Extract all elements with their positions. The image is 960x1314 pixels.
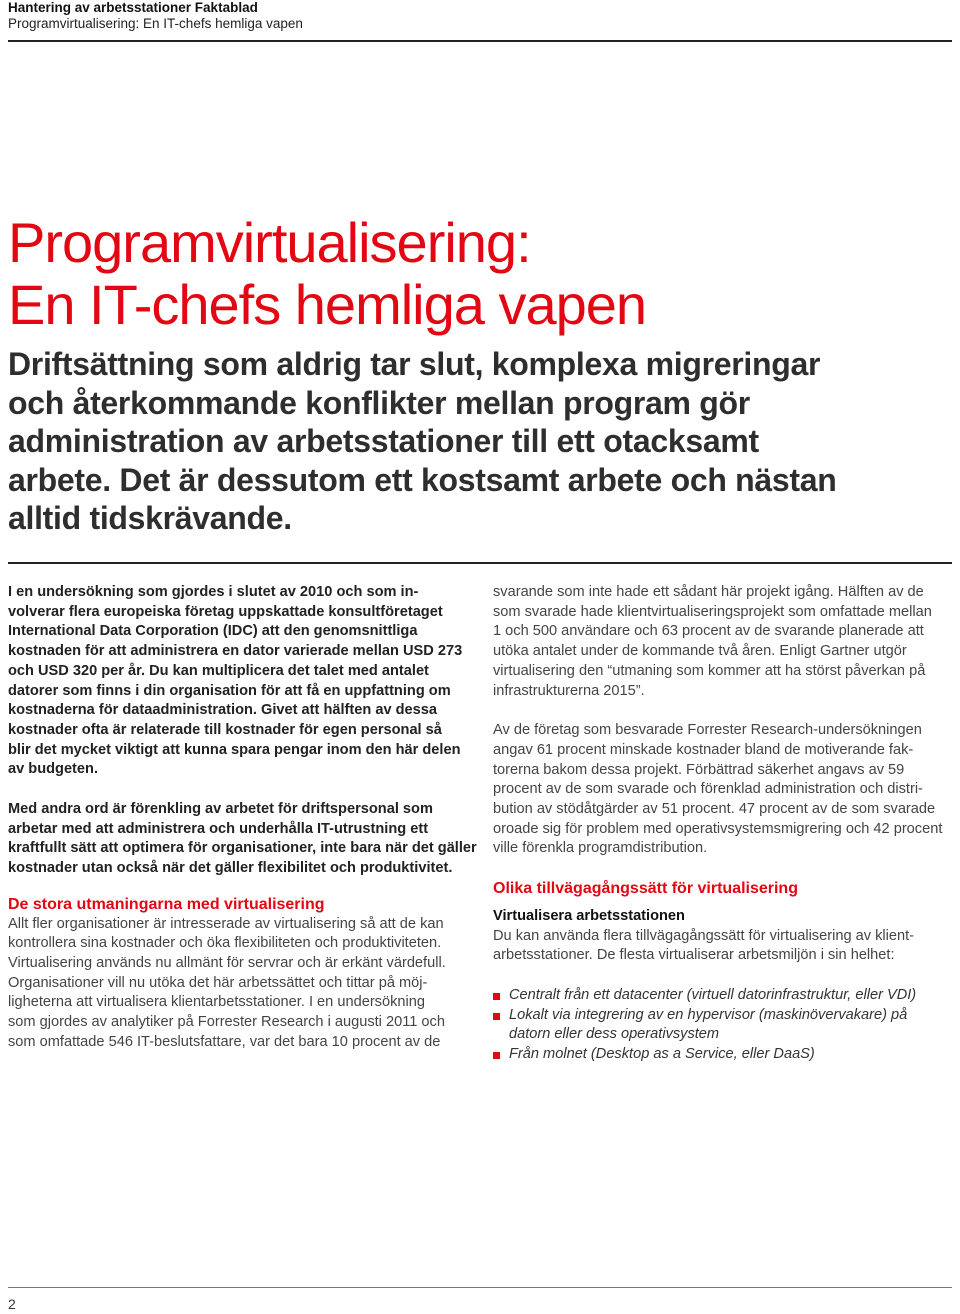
text-line: Virtualisering används nu allmänt för servrar och är erkänt värdefull. — [8, 954, 446, 971]
page-title-line: En IT-chefs hemliga vapen — [8, 273, 647, 336]
challenges-paragraph — [8, 915, 470, 1053]
spacer — [493, 859, 953, 879]
text-line: kostnader ofta är relaterade till kostnader för egen personal så — [8, 721, 442, 738]
bullet-square-icon — [493, 993, 500, 1000]
list-item — [493, 986, 953, 1006]
text-line: som gjordes av analytiker på Forrester Research i augusti 2011 och — [8, 1014, 445, 1031]
text-line: Organisationer vill nu utöka det här arbetssättet och tittar på möj- — [8, 974, 428, 991]
text-line: Allt fler organisationer är intresserade av virtualisering så att de kan — [8, 915, 444, 932]
text-line: av budgeten. — [8, 761, 99, 778]
text-line: Centralt från ett datacenter (virtuell datorinfrastruktur, eller VDI) — [509, 986, 917, 1003]
spacer — [493, 899, 953, 907]
lead-line: Driftsättning som aldrig tar slut, komplexa migreringar — [8, 346, 821, 382]
list-item — [493, 1045, 953, 1065]
list-item — [493, 1006, 953, 1045]
text-line: och USD 320 per år. Du kan multiplicera det talet med antalet — [8, 662, 429, 679]
text-line: infrastrukturerna 2015”. — [493, 682, 645, 699]
text-line: datorn eller dess operativsystem — [509, 1026, 720, 1043]
text-line: Från molnet (Desktop as a Service, eller DaaS) — [509, 1046, 815, 1063]
text-line: bution av stödåtgärder av 51 procent. 47 procent av de som svarade — [493, 801, 936, 818]
page-title-line: Programvirtualisering: — [8, 211, 531, 274]
text-line: kostnader utan också när det gäller flexibilitet och produktivitet. — [8, 860, 453, 877]
document-header-subtitle: Programvirtualisering: En IT-chefs hemliga vapen — [8, 16, 303, 31]
text-line: som svarade hade klientvirtualiseringsprojekt som omfattade mellan — [493, 603, 932, 620]
section-divider — [8, 562, 952, 564]
lead-paragraph — [8, 345, 948, 538]
intro-paragraph — [8, 583, 470, 780]
text-line: International Data Corporation (IDC) att den genomsnittliga — [8, 623, 418, 640]
text-line: kostnaden för att administrera en dator varierade mellan USD 273 — [8, 643, 463, 660]
approaches-paragraph — [493, 927, 953, 966]
text-line: kostnaderna för dataadministration. Givet att hälften av dessa — [8, 702, 438, 719]
spacer — [493, 701, 953, 721]
text-line: torerna bakom dessa projekt. Förbättrad säkerhet angavs av 59 — [493, 761, 905, 778]
lead-line: arbete. Det är dessutom ett kostsamt arbete och nästan — [8, 461, 837, 498]
subsection-heading: Virtualisera arbetsstationen — [493, 907, 685, 924]
text-line: Lokalt via integrering av en hypervisor (maskinövervakare) på — [509, 1006, 908, 1023]
header-divider — [8, 40, 952, 42]
text-line: Av de företag som besvarade Forrester Research-undersökningen — [493, 722, 922, 739]
text-line: angav 61 procent minskade kostnader bland de motiverande fak- — [493, 741, 914, 758]
text-line: arbetsstationer. De flesta virtualiserar arbetsmiljön i sin helhet: — [493, 947, 895, 964]
spacer — [8, 879, 470, 895]
spacer — [8, 780, 470, 800]
text-line: arbetar med att administrera och underhålla IT-utrustning ett — [8, 820, 429, 837]
text-line: Du kan använda flera tillvägagångssätt för virtualisering av klient- — [493, 927, 915, 944]
page-title — [8, 212, 948, 336]
text-line: kontrollera sina kostnader och öka flexibiliteten och produktiviteten. — [8, 935, 442, 952]
text-line: kraftfullt sätt att optimera för organisationer, inte bara när det gäller — [8, 840, 477, 857]
bullet-square-icon — [493, 1013, 500, 1020]
text-line: ville förenkla programdistribution. — [493, 840, 708, 857]
text-line: datorer som finns i din organisation för att få en uppfattning om — [8, 682, 451, 699]
text-line: virtualisering den “utmaning som kommer att ha störst påverkan på — [493, 662, 926, 679]
text-line: 1 och 500 användare och 63 procent av de svarande planerade att — [493, 623, 924, 640]
spacer — [493, 966, 953, 986]
text-line: svarande som inte hade ett sådant här projekt igång. Hälften av de — [493, 584, 924, 600]
survey-paragraph — [493, 721, 953, 859]
text-line: volverar flera europeiska företag uppskattade konsultföretaget — [8, 603, 443, 620]
lead-line: administration av arbetsstationer till ett otacksamt — [8, 423, 759, 459]
document-header-title: Hantering av arbetsstationer Faktablad — [8, 0, 258, 15]
lead-line: alltid tidskrävande. — [8, 500, 292, 536]
lead-line: och återkommande konflikter mellan program gör — [8, 384, 750, 421]
page-number: 2 — [8, 1296, 16, 1312]
footer-divider — [8, 1287, 952, 1288]
bullet-square-icon — [493, 1052, 500, 1059]
left-column — [8, 583, 477, 1052]
text-line: som omfattade 546 IT-beslutsfattare, var det bara 10 procent av de — [8, 1033, 441, 1050]
text-line: blir det mycket viktigt att kunna spara pengar inom den här delen — [8, 741, 461, 758]
text-line: procent av de som svarade och förenklad administration och distri- — [493, 781, 923, 798]
right-column — [493, 583, 953, 1065]
text-line: oroade sig för problem med operativsystemsmigrering och 42 procent — [493, 820, 943, 837]
continued-paragraph — [493, 583, 953, 701]
summary-paragraph — [8, 800, 477, 879]
text-line: I en undersökning som gjordes i slutet av 2010 och som in- — [8, 584, 419, 600]
text-line: ligheterna att virtualisera klientarbetsstationer. I en undersökning — [8, 994, 425, 1011]
text-line: utöka antalet under de kommande två åren. Enligt Gartner utgör — [493, 643, 907, 660]
approaches-list — [493, 986, 953, 1065]
section-heading-challenges: De stora utmaningarna med virtualisering — [8, 895, 325, 913]
text-line: Med andra ord är förenkling av arbetet för driftspersonal som — [8, 801, 433, 818]
section-heading-approaches: Olika tillvägagångssätt för virtualisering — [493, 880, 798, 898]
